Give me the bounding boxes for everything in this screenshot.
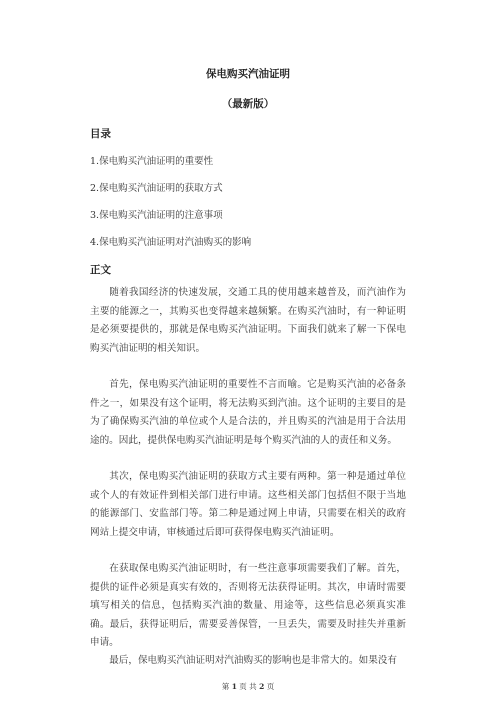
body-heading: 正文 [90, 264, 111, 276]
footer-prefix: 第 [221, 682, 230, 691]
toc-heading: 目录 [90, 128, 111, 140]
paragraph-4: 在获取保电购买汽油证明时，有一些注意事项需要我们了解。首先，提供的证件必须是真实有效的，否则将无法获得证明。其次，申请时需要填写相关的信息，包括购买汽油的数量、用途等，这些信息必须真实准确。最后，获得证明后，需要妥善保管，一旦丢失，需要及时挂失并重新申请。 [90, 563, 406, 648]
page-footer [0, 681, 496, 692]
paragraph-1: 随着我国经济的快速发展，交通工具的使用越来越普及，而汽油作为主要的能源之一，其购买也变得越来越频繁。在购买汽油时，有一种证明是必须要提供的，那就是保电购买汽油证明。下面我们就来了解一下保电购买汽油证明的相关知识。 [90, 287, 406, 354]
document-title: 保电购买汽油证明 [206, 68, 290, 80]
toc-item-3: 3.保电购买汽油证明的注意事项 [90, 210, 223, 221]
document-subtitle: （最新版） [221, 98, 275, 110]
paragraph-2: 首先，保电购买汽油证明的重要性不言而喻。它是购买汽油的必备条件之一，如果没有这个证明，将无法购买到汽油。这个证明的主要目的是为了确保购买汽油的单位或个人是合法的，并且购买的汽油是用于合法用途的。因此，提供保电购买汽油证明是每个购买汽油的人的责任和义务。 [90, 379, 406, 446]
toc-item-1: 1.保电购买汽油证明的重要性 [90, 156, 214, 167]
footer-current-page: 1 [231, 682, 237, 691]
footer-middle: 页 共 [239, 682, 257, 691]
toc-item-4: 4.保电购买汽油证明对汽油购买的影响 [90, 237, 252, 248]
footer-total-pages: 2 [259, 682, 265, 691]
footer-suffix: 页 [266, 682, 275, 691]
paragraph-3: 其次，保电购买汽油证明的获取方式主要有两种。第一种是通过单位或个人的有效证件到相关部门进行申请。这些相关部门包括但不限于当地的能源部门、安监部门等。第二种是通过网上申请，只需要在相关的政府网站上提交申请，审核通过后即可获得保电购买汽油证明。 [90, 471, 406, 538]
paragraph-5: 最后，保电购买汽油证明对汽油购买的影响也是非常大的。如果没有 [109, 655, 397, 666]
toc-item-2: 2.保电购买汽油证明的获取方式 [90, 183, 223, 194]
